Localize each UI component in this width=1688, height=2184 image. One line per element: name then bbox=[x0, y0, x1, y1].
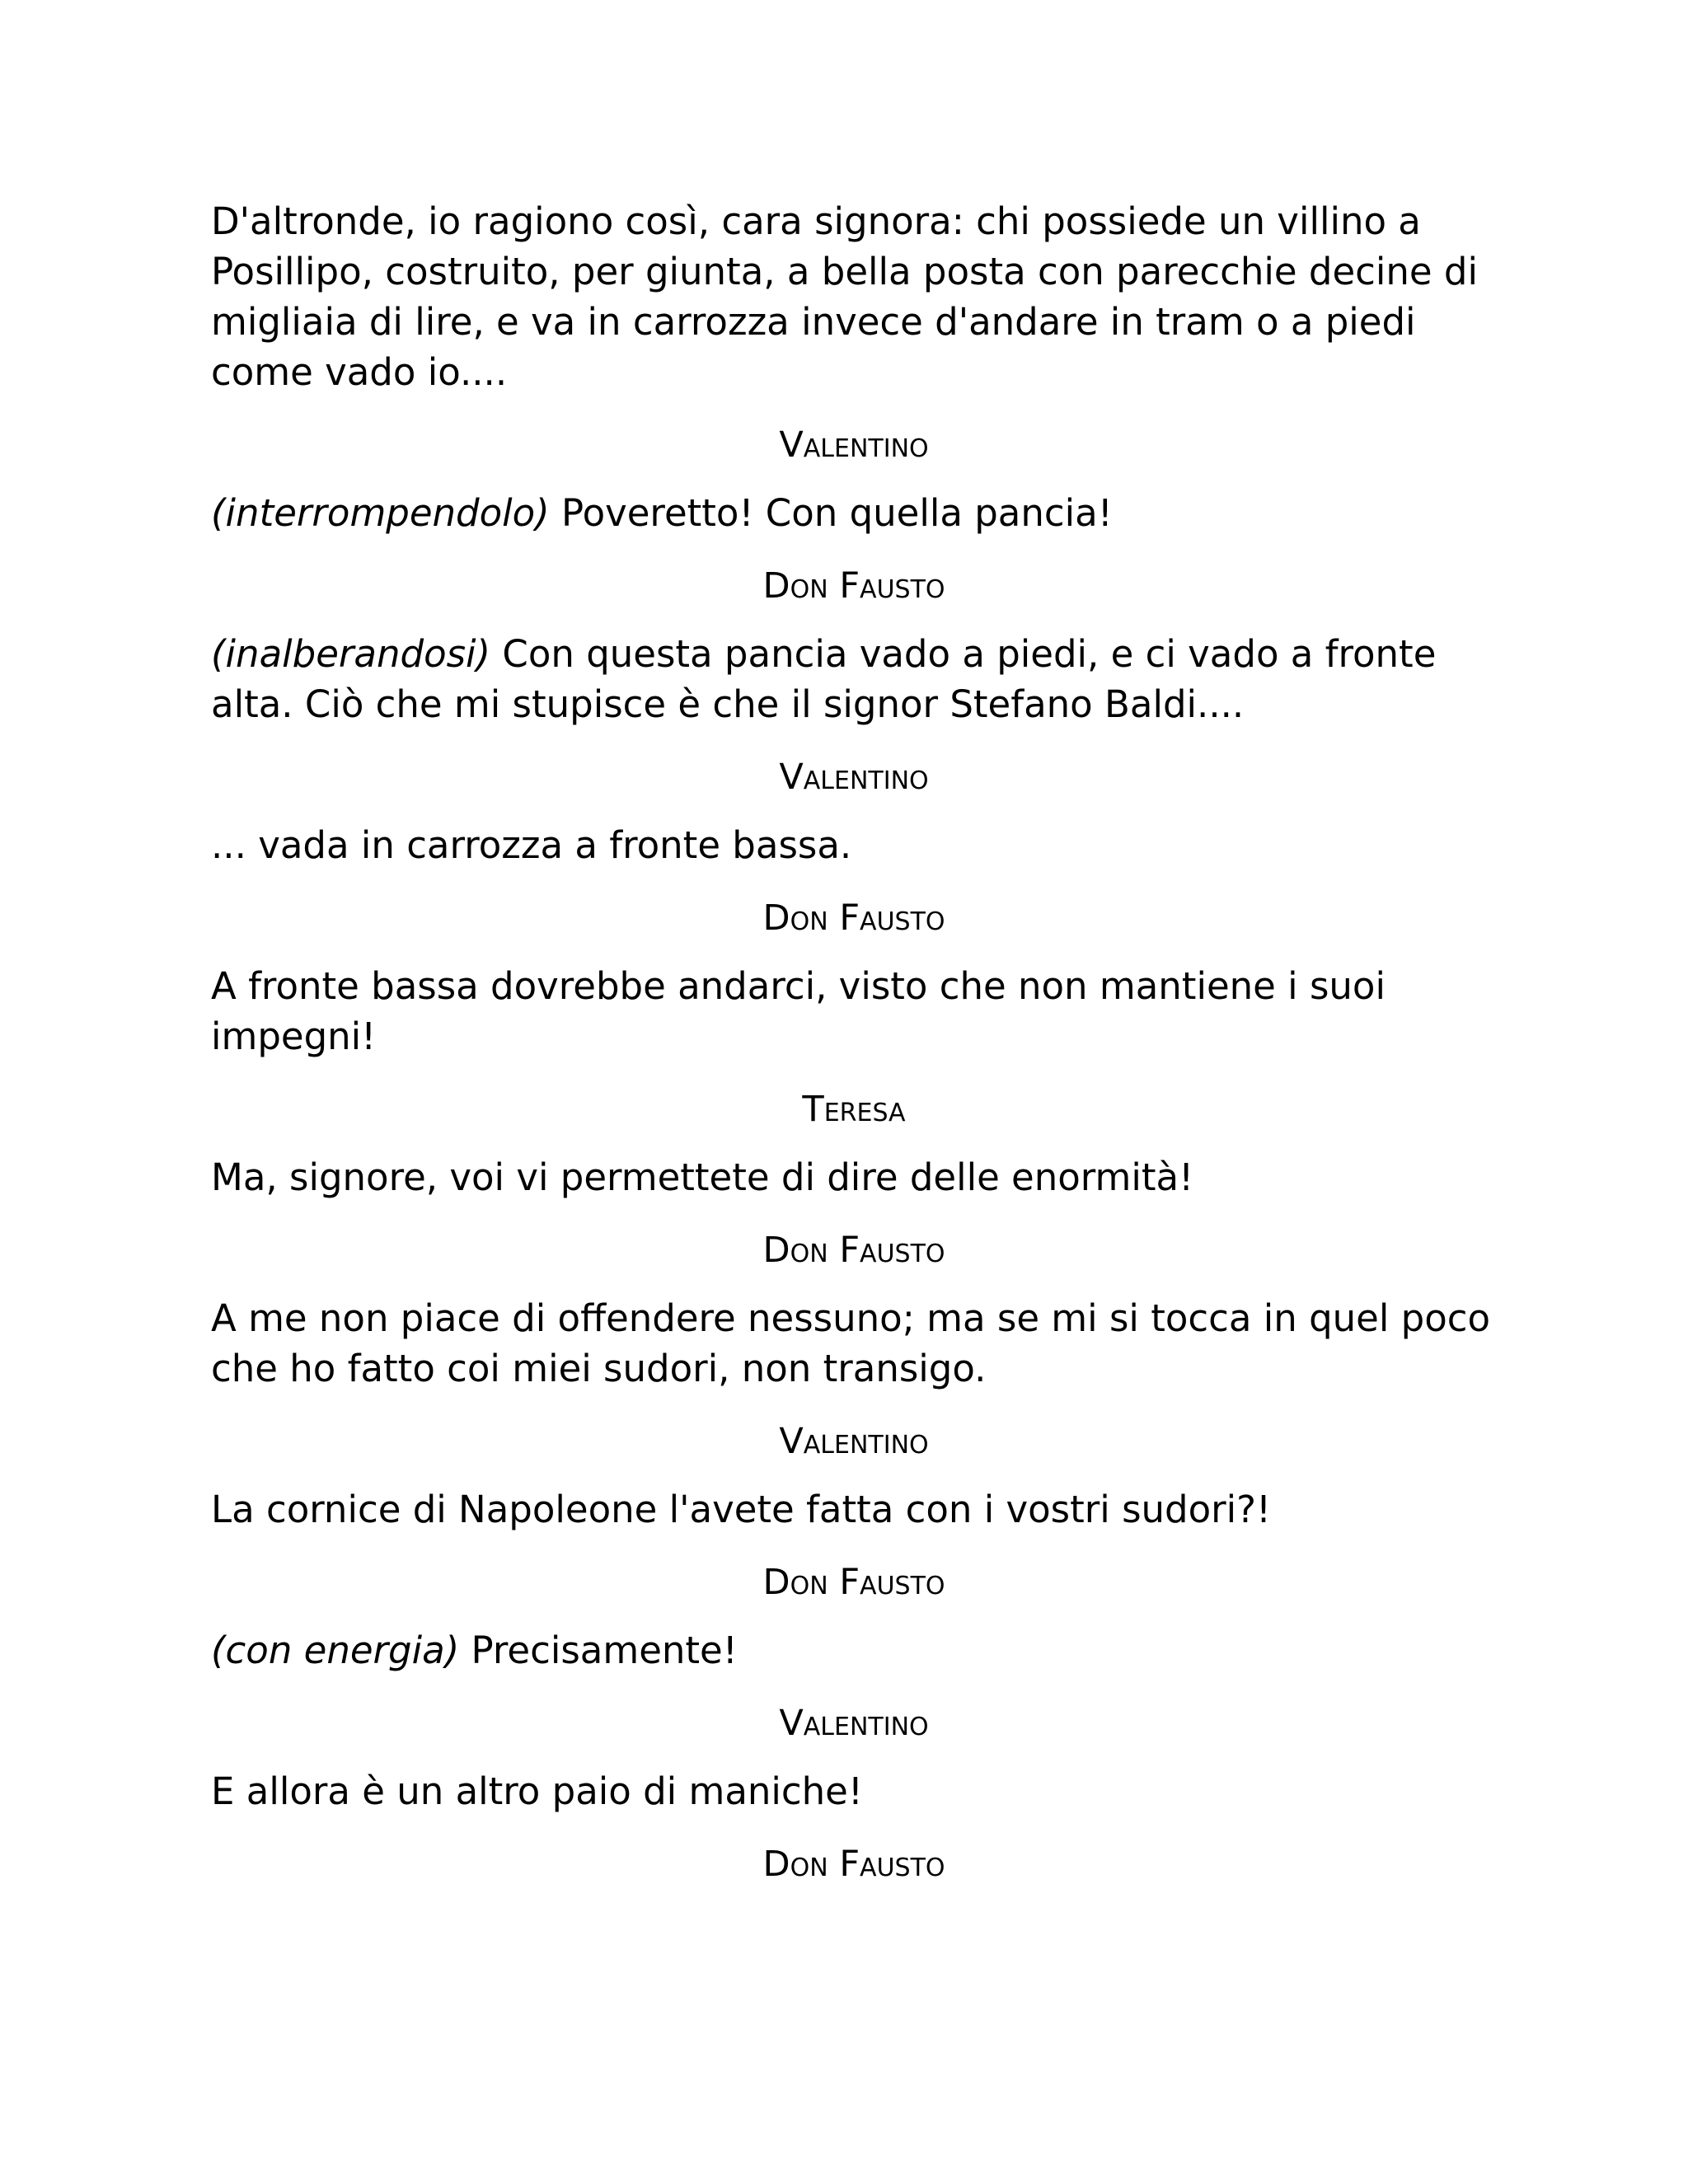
dialogue-line bbox=[211, 629, 1497, 729]
dialogue-text: D'altronde, io ragiono così, cara signora: chi possiede un villino a Posillipo, costruito, per giunta, a bella posta con parecchie decine di migliaia di lire, e va in carrozza invece d'andare in tram o a piedi come vado io.... bbox=[211, 199, 1478, 394]
dialogue-text: A fronte bassa dovrebbe andarci, visto che non mantiene i suoi impegni! bbox=[211, 964, 1386, 1058]
speaker-name: Don Fausto bbox=[762, 898, 945, 939]
speaker-name: Don Fausto bbox=[762, 1230, 945, 1271]
stage-direction: (inalberandosi) bbox=[211, 632, 491, 676]
speaker-name: Don Fausto bbox=[762, 1562, 945, 1603]
dialogue-line bbox=[211, 1152, 1497, 1202]
speaker-name: Valentino bbox=[779, 757, 929, 798]
dialogue-line bbox=[211, 1293, 1497, 1394]
dialogue-line bbox=[211, 1766, 1497, 1816]
dialogue-text: ... vada in carrozza a fronte bassa. bbox=[211, 823, 852, 867]
dialogue-line bbox=[211, 488, 1497, 538]
speaker-name: Teresa bbox=[802, 1089, 906, 1130]
dialogue-line bbox=[211, 1484, 1497, 1535]
dialogue-text: A me non piace di offendere nessuno; ma se mi si tocca in quel poco che ho fatto coi miei sudori, non transigo. bbox=[211, 1296, 1491, 1390]
speaker-name: Valentino bbox=[779, 424, 929, 466]
dialogue-line bbox=[211, 1625, 1497, 1675]
dialogue-line bbox=[211, 820, 1497, 870]
dialogue-line bbox=[211, 196, 1497, 397]
dialogue-text: Precisamente! bbox=[459, 1629, 738, 1672]
dialogue-text: Ma, signore, voi vi permettete di dire delle enormità! bbox=[211, 1155, 1194, 1199]
stage-direction: (interrompendolo) bbox=[211, 491, 550, 535]
dialogue-text: E allora è un altro paio di maniche! bbox=[211, 1769, 863, 1813]
speaker-name: Don Fausto bbox=[762, 1844, 945, 1885]
speaker-name: Valentino bbox=[779, 1703, 929, 1744]
dialogue-text: Poveretto! Con quella pancia! bbox=[549, 491, 1113, 535]
dialogue-text: Con questa pancia vado a piedi, e ci vado a fronte alta. Ciò che mi stupisce è che il signor Stefano Baldi.... bbox=[211, 632, 1437, 726]
stage-direction: (con energia) bbox=[211, 1629, 460, 1672]
script-text bbox=[211, 196, 1497, 1907]
speaker-name: Valentino bbox=[779, 1421, 929, 1462]
dialogue-line bbox=[211, 961, 1497, 1062]
dialogue-text: La cornice di Napoleone l'avete fatta con i vostri sudori?! bbox=[211, 1488, 1272, 1531]
speaker-name: Don Fausto bbox=[762, 565, 945, 607]
